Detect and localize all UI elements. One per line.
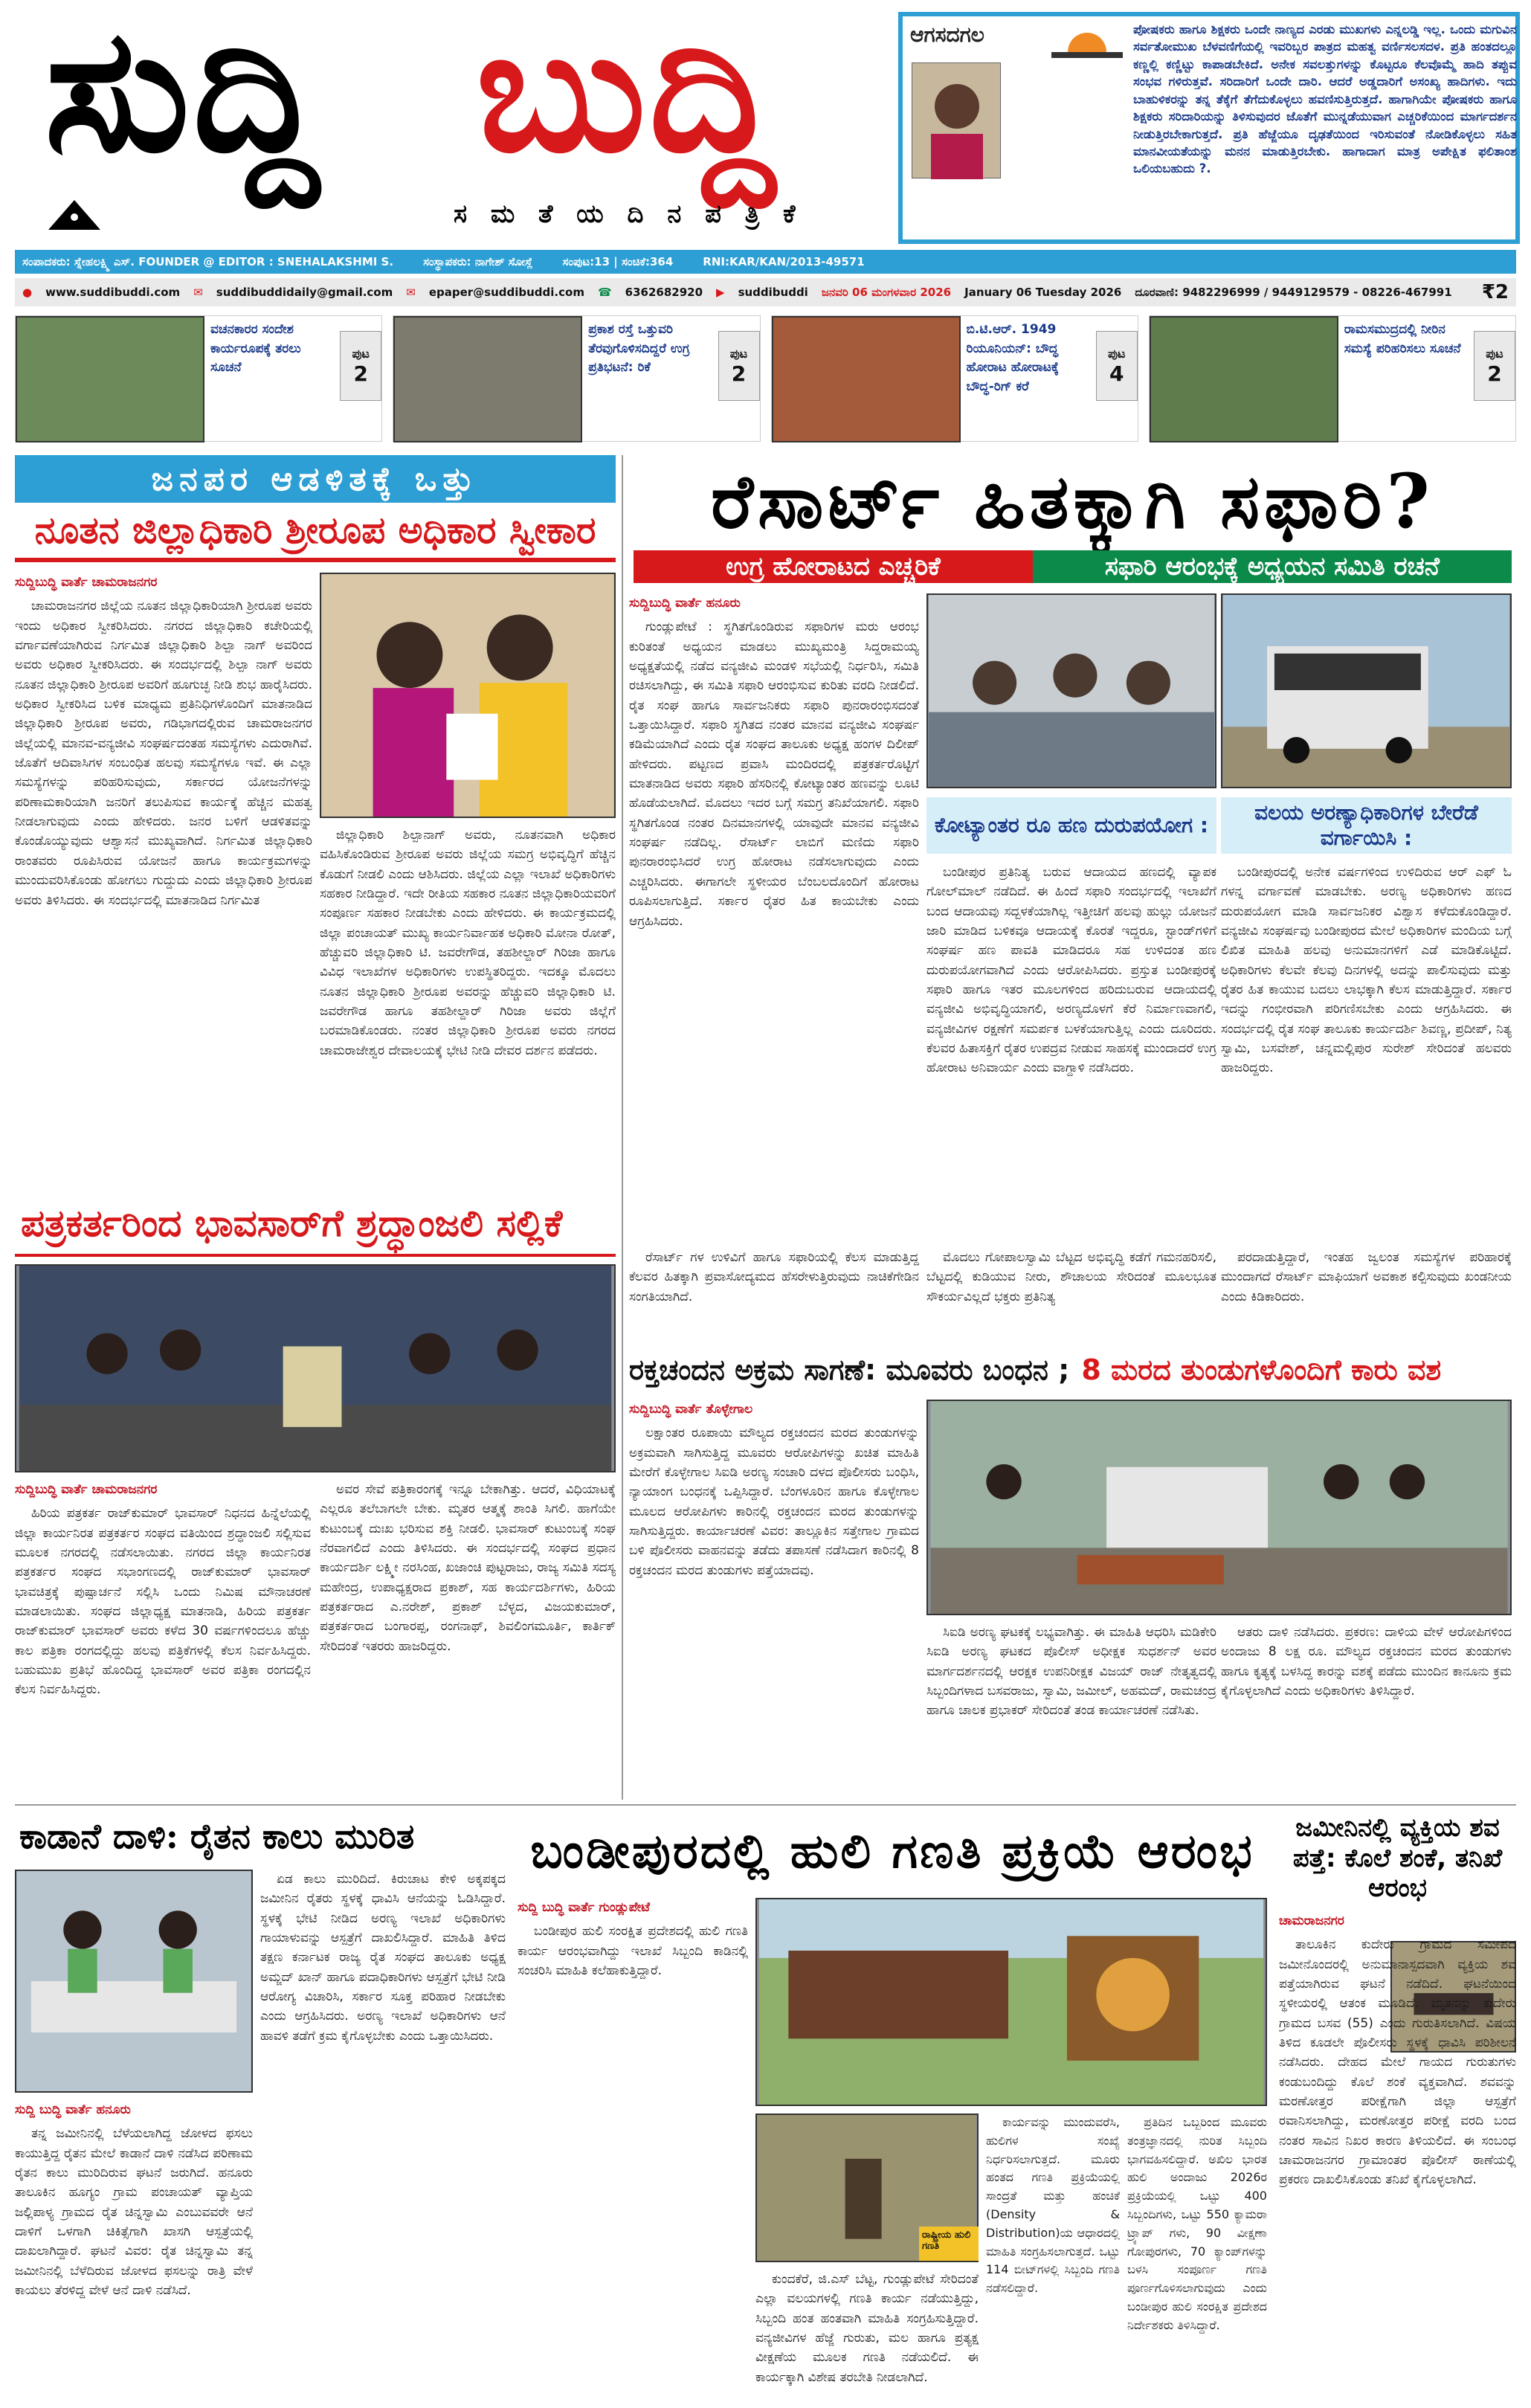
rni-number: RNI:KAR/KAN/2013-49571 xyxy=(703,255,865,268)
story-paragraph: ಕಾರ್ಯವನ್ನು ಮುಂದುವರೆಸಿ, ಹುಲಿಗಳ ಸಂಖ್ಯೆ ನಿರ್ಧರಿಸಲಾಗುತ್ತದೆ. ಮೂರು ಹಂತದ ಗಣತಿ ಪ್ರಕ್ರಿಯೆಯಲ್ಲಿ ಸಾಂದ್ರತೆ ಮತ್ತು ಹಂಚಿಕೆ (Density & Distribution)ಯ ಆಧಾರದಲ್ಲಿ ಮಾಹಿತಿ ಸಂಗ್ರಹಿಸಲಾಗುತ್ತದೆ. ಒಟ್ಟು 114 ಬೀಟ್‌ಗಳಲ್ಲಿ ಸಿಬ್ಬಂದಿ ಗಣತಿ ನಡೆಸಲಿದ್ದಾರೆ. xyxy=(986,2115,1120,2296)
story-column xyxy=(1127,2114,1267,2390)
epaper-link[interactable]: epaper@suddibuddi.com xyxy=(428,286,584,299)
price: ₹2 xyxy=(1481,281,1509,303)
story-column xyxy=(1221,863,1512,1240)
subhead-right: ಸಫಾರಿ ಆರಂಭಕ್ಕೆ ಅಧ್ಯಯನ ಸಮಿತಿ ರಚನೆ xyxy=(1033,550,1512,583)
story-elephant xyxy=(15,1810,506,2390)
story-column xyxy=(986,2114,1120,2390)
story-paragraph: ಆತರು ದಾಳಿ ನಡೆಸಿದರು. ಪ್ರಕರಣ: ದಾಳಿಯ ವೇಳೆ ಆರೋಪಿಗಳಿಂದ ಅಂದಾಜು 8 ಲಕ್ಷ ರೂ. ಮೌಲ್ಯದ ರಕ್ತಚಂದನ ಮರದ ತುಂಡುಗಳು ಹಾಗೂ ಕೃತ್ಯಕ್ಕೆ ಬಳಸಿದ್ದ ಕಾರನ್ನು ವಶಕ್ಕೆ ಪಡೆದು ಮುಂದಿನ ಕಾನೂನು ಕ್ರಮ ಕೈಗೊಳ್ಳಲಾಗಿದೆ ಎಂದು ಅಧಿಕಾರಿಗಳು ತಿಳಿಸಿದ್ದಾರೆ. xyxy=(1221,1625,1512,1699)
story-column xyxy=(1221,1623,1512,1800)
story-column xyxy=(15,1480,311,1800)
story-paragraph: ಪ್ರತಿದಿನ ಒಬ್ಬರಿಂದ ಮೂವರು ತಂತ್ರಜ್ಞಾನದಲ್ಲಿ ನುರಿತ ಸಿಬ್ಬಂದಿ ಭಾಗವಹಿಸಲಿದ್ದಾರೆ. ಅಖಿಲ ಭಾರತ ಹುಲಿ ಅಂದಾಜು 2026ರ ಪ್ರಕ್ರಿಯೆಯಲ್ಲಿ ಒಟ್ಟು 400 ಸಿಬ್ಬಂದಿಗಳು, ಒಟ್ಟು 550 ಕ್ಯಾಮರಾ ಟ್ರ್ಯಾಪ್ ಗಳು, 90 ವೀಕ್ಷಣಾ ಗೋಪುರಗಳು, 70 ಕ್ಯಾಂಪ್‌ಗಳನ್ನು ಬಳಸಿ ಸಂಪೂರ್ಣ ಗಣತಿ ಪೂರ್ಣಗೊಳಿಸಲಾಗುವುದು ಎಂದು ಬಂಡೀಪುರ ಹುಲಿ ಸಂರಕ್ಷಿತ ಪ್ರದೇಶದ ನಿರ್ದೇಶಕರು ತಿಳಿಸಿದ್ದಾರೆ. xyxy=(1127,2115,1267,2332)
story-byline: ಸುದ್ದಿಬುದ್ಧಿ ವಾರ್ತೆ ಚಾಮರಾಜನಗರ xyxy=(15,1482,158,1497)
story-paragraph: ಗುಂಡ್ಲುಪೇಟೆ : ಸ್ಥಗಿತಗೊಂಡಿರುವ ಸಫಾರಿಗಳ ಮರು ಆರಂಭ ಕುರಿತಂತೆ ಅಧ್ಯಯನ ಮಾಡಲು ಮುಖ್ಯಮಂತ್ರಿ ಸಿದ್ದರಾಮಯ್ಯ ಅಧ್ಯಕ್ಷತೆಯಲ್ಲಿ ನಡೆದ ವನ್ಯಜೀವಿ ಮಂಡಳಿ ಸಭೆಯಲ್ಲಿ ನಿರ್ಧರಿಸಿ, ಸಮಿತಿ ರಚಿಸಲಾಗಿದ್ದು, ಈ ಸಮಿತಿ ಸಫಾರಿ ಆರಂಭಿಸುವ ಕುರಿತು ವರದಿ ನೀಡಲಿದೆ. ರೈತ ಸಂಘ ಹಾಗೂ ಸಾರ್ವಜನಿಕರು ಸಫಾರಿ ಪುನರಾರಂಭಿಸದಂತೆ ಒತ್ತಾಯಿಸಿದ್ದಾರೆ. ಸಫಾರಿ ಸ್ಥಗಿತದ ನಂತರ ಮಾನವ ವನ್ಯಜೀವಿ ಸಂಘರ್ಷ ಕಡಿಮೆಯಾಗಿದೆ ಎಂದು ರೈತ ಸಂಘದ ತಾಲೂಕು ಅಧ್ಯಕ್ಷ ಹಂಗಳ ದಿಲೀಪ್ ಹೇಳಿದರು. ಪಟ್ಟಣದ ಪ್ರವಾಸಿ ಮಂದಿರದಲ್ಲಿ ಪತ್ರಕರ್ತರೊಟ್ಟಿಗೆ ಮಾತನಾಡಿದ ಅವರು ಸಫಾರಿ ಹೆಸರಿನಲ್ಲಿ ಕೋಟ್ಯಾಂತರ ಹಣವನ್ನು ಲೂಟಿ ಹೊಡೆಯಲಾಗಿದೆ. ಮೊದಲು ಇದರ ಬಗ್ಗೆ ಸಮಗ್ರ ತನಿಖೆಯಾಗಲಿ. ಸಫಾರಿ ಸ್ಥಗಿತಗೊಂಡ ನಂತರ ದಿನಮಾನಗಳಲ್ಲಿ ಯಾವುದೇ ಮಾನವ ವನ್ಯಜೀವಿ ಸಂಘರ್ಷ ನಡೆದಿಲ್ಲ. ರೆಸಾರ್ಟ್ ಲಾಬಿಗೆ ಮಣಿದು ಸಫಾರಿ ಪುನರಾರಂಭಿಸಿದರೆ ಉಗ್ರ ಹೋರಾಟ ನಡೆಸಲಾಗುವುದು ಎಂದು ಎಚ್ಚರಿಸಿದರು. ಈಗಾಗಲೇ ಸ್ಥಳೀಯರ ಬೆಂಬಲದೊಂದಿಗೆ ಹೋರಾಟ ರೂಪಿಸಲಾಗುತ್ತಿದೆ. ಸರ್ಕಾರ ರೈತರ ಹಿತ ಕಾಯಬೇಕು ಎಂದು ಆಗ್ರಹಿಸಿದರು. xyxy=(629,619,919,929)
teaser-page-box[interactable] xyxy=(340,331,381,401)
story-paragraph: ಮೊದಲು ಗೋಪಾಲಸ್ವಾಮಿ ಬೆಟ್ಟದ ಅಭಿವೃದ್ಧಿ ಕಡೆಗೆ ಗಮನಹರಿಸಲಿ, ಬೆಟ್ಟದಲ್ಲಿ ಕುಡಿಯುವ ನೀರು, ಶೌಚಾಲಯ ಸೇರಿದಂತೆ ಮೂಲಭೂತ ಸೌಕರ್ಯವಿಲ್ಲದೆ ಭಕ್ತರು ಪ್ರತಿನಿತ್ಯ xyxy=(926,1250,1216,1304)
story-byline: ಸುದ್ದಿ ಬುದ್ಧಿ ವಾರ್ತೆ ಗುಂಡ್ಲುಪೇಟೆ xyxy=(518,1900,651,1915)
story-column xyxy=(755,2270,979,2390)
aagasa-text: ಪೋಷಕರು ಹಾಗೂ ಶಿಕ್ಷಕರು ಒಂದೇ ನಾಣ್ಯದ ಎರಡು ಮುಖಗಳು ಎನ್ನಲಡ್ಡಿ ಇಲ್ಲ. ಒಂದು ಮಗುವಿನ ಸರ್ವತೋಮುಖ ಬೆಳವಣಿಗೆಯಲ್ಲಿ ಇವರಿಬ್ಬರ ಪಾತ್ರದ ಮಹತ್ವ ವರ್ಣಿಸಲಸದಳ. ಪ್ರತಿ ಹಂತದಲ್ಲೂ ಕಣ್ಣಲ್ಲಿ ಕಣ್ಣಿಟ್ಟು ಕಾಪಾಡಬೇಕಿದೆ. ಅನೇಕ ಸವಲತ್ತುಗಳನ್ನು ಕೊಟ್ಟರೂ ಕೆಲವೊಮ್ಮೆ ಹಾದಿ ತಪ್ಪುವ ಸಂಭವ ಗಳಿರುತ್ತವೆ. ಸರಿದಾರಿಗೆ ಒಂದೇ ದಾರಿ. ಆದರೆ ಅಡ್ಡದಾರಿಗೆ ಅಸಂಖ್ಯ ಹಾದಿಗಳು. ಇದು ಬಾಹುಳಿಕರನ್ನು ತನ್ನ ತೆಕ್ಕೆಗೆ ತೆಗೆದುಕೊಳ್ಳಲು ಹವಣಿಸುತ್ತಿರುತ್ತದೆ. ಹಾಗಾಗಿಯೇ ಪೋಷಕರು ಹಾಗೂ ಶಿಕ್ಷಕರು ಸರಿದಾರಿಯನ್ನು ತಿಳಿಸುವುದರ ಜೊತೆಗೆ ಮುನ್ನಡೆಯುವಾಗ ಎಚ್ಚರಿಕೆಯಿಂದ ಮಾರ್ಗದರ್ಶನ ನೀಡುತ್ತಿರಬೇಕಾಗುತ್ತದೆ. ಪ್ರತಿ ಹೆಜ್ಜೆಯೂ ದೃಢತೆಯಿಂದ ಇರಿಸುವಂತೆ ನೋಡಿಕೊಳ್ಳಲು ಸಹಿತ ಮಾನವೀಯತೆಯನ್ನು ಮನನ ಮಾಡುತ್ತಿರಬೇಕು. ಹಾಗಾದಾಗ ಮಾತ್ರ ಅಪೇಕ್ಷಿತ ಫಲಿತಾಂಶ ಒಲಿಯಬಹುದು ?. xyxy=(1133,22,1517,176)
story-column xyxy=(15,573,312,1182)
story-headline: ರಕ್ತಚಂದನ ಅಕ್ರಮ ಸಾಗಣೆ: ಮೂವರು ಬಂಧನ ; xyxy=(629,1353,1070,1386)
editor-strip xyxy=(15,250,1516,274)
story-photo xyxy=(926,1400,1512,1615)
teaser-page-box[interactable] xyxy=(718,331,760,401)
story-byline: ಚಾಮರಾಜನಗರ xyxy=(1279,1913,1344,1928)
teaser-page-number: 4 xyxy=(1109,361,1124,386)
story-paragraph: ಚಾಮರಾಜನಗರ ಜಿಲ್ಲೆಯ ನೂತನ ಜಿಲ್ಲಾಧಿಕಾರಿಯಾಗಿ ಶ್ರೀರೂಪ ಅವರು ಇಂದು ಅಧಿಕಾರ ಸ್ವೀಕರಿಸಿದರು. ನಗರದ ಜಿಲ್ಲಾಧಿಕಾರಿ ಕಚೇರಿಯಲ್ಲಿ ವರ್ಗಾವಣೆಯಾಗಿರುವ ನಿರ್ಗಮಿತ ಜಿಲ್ಲಾಧಿಕಾರಿ ಶಿಲ್ಪಾ ನಾಗ್ ಅವರಿಂದ ಅವರು ಅಧಿಕಾರ ಸ್ವೀಕರಿಸಿದರು. ಈ ಸಂದರ್ಭದಲ್ಲಿ ಶಿಲ್ಪಾ ನಾಗ್ ಅವರು ನೂತನ ಜಿಲ್ಲಾಧಿಕಾರಿ ಶ್ರೀರೂಪ ಅವರಿಗೆ ಹೂಗುಚ್ಛ ನೀಡಿ ಶುಭ ಹಾರೈಸಿದರು. ಅಧಿಕಾರ ಸ್ವೀಕರಿಸಿದ ಬಳಿಕ ಮಾಧ್ಯಮ ಪ್ರತಿನಿಧಿಗಳೊಂದಿಗೆ ಮಾತನಾಡಿದ ಜಿಲ್ಲಾಧಿಕಾರಿ ಶ್ರೀರೂಪ ಅವರು, ಗಡಿಭಾಗದಲ್ಲಿರುವ ಚಾಮರಾಜನಗರ ಜಿಲ್ಲೆಯಲ್ಲಿ ಮಾನವ-ವನ್ಯಜೀವಿ ಸಂಘರ್ಷದಂತಹ ಸಮಸ್ಯೆಗಳು ಎದುರಾಗಿವೆ. ಜೊತೆಗೆ ಆದಿವಾಸಿಗಳ ಸಂಬಂಧಿತ ಹಲವು ಸಮಸ್ಯೆಗಳೂ ಇವೆ. ಈ ಎಲ್ಲಾ ಸಮಸ್ಯೆಗಳನ್ನು ಪರಿಹರಿಸುವುದು, ಸರ್ಕಾರದ ಯೋಜನೆಗಳನ್ನು ಪರಿಣಾಮಕಾರಿಯಾಗಿ ಜನರಿಗೆ ತಲುಪಿಸುವ ಕಾರ್ಯಕ್ಕೆ ಹೆಚ್ಚಿನ ಮಹತ್ವ ನೀಡಲಾಗುವುದು ಎಂದು ಹೇಳಿದರು. ಜನರ ಬಳಿಗೆ ಆಡಳಿತವನ್ನು ಕೊಂಡೊಯ್ಯುವುದು ಆಶ್ವಾಸನೆ ಮುಖ್ಯವಾಗಿದೆ. ನಿರ್ಗಮಿತ ಜಿಲ್ಲಾಧಿಕಾರಿ ರಾಂತವರು ರೂಪಿಸಿರುವ ಯೋಜನೆ ಹಾಗೂ ಕಾರ್ಯಕ್ರಮಗಳನ್ನು ಮುಂದುವರಿಸಿಕೊಂಡು ಹೋಗಲು ಗುದ್ದುದು ಎಂದು ಜಿಲ್ಲಾಧಿಕಾರಿ ಶ್ರೀರೂಪ ಅವರು ತಿಳಿಸಿದರು. ಈ ಸಂದರ್ಭದಲ್ಲಿ ಮಾತನಾಡಿದ ನಿರ್ಗಮಿತ xyxy=(15,599,312,908)
phone-number: 6362682920 xyxy=(625,286,703,299)
teaser-page-number: 2 xyxy=(731,361,747,386)
story-headline: ನೂತನ ಜಿಲ್ಲಾಧಿಕಾರಿ ಶ್ರೀರೂಪ ಅಧಿಕಾರ ಸ್ವೀಕಾರ xyxy=(15,503,616,562)
story-paragraph: ತಾಲೂಕಿನ ಕುದೇರು ಗ್ರಾಮದ ಸಮೀಪದ ಜಮೀನೊಂದರಲ್ಲಿ ಅನುಮಾನಾಸ್ಪದವಾಗಿ ವ್ಯಕ್ತಿಯ ಶವ ಪತ್ತೆಯಾಗಿರುವ ಘಟನೆ ನಡೆದಿದೆ. ಘಟನೆಯಿಂದ ಸ್ಥಳೀಯರಲ್ಲಿ ಆತಂಕ ಮೂಡಿದೆ. ಮೃತನನ್ನು ಕುದೇರು ಗ್ರಾಮದ ಬಸವ (55) ಎಂದು ಗುರುತಿಸಲಾಗಿದೆ. ವಿಷಯ ತಿಳಿದ ಕೂಡಲೇ ಪೊಲೀಸರು ಸ್ಥಳಕ್ಕೆ ಧಾವಿಸಿ ಪರಿಶೀಲನೆ ನಡೆಸಿದರು. ದೇಹದ ಮೇಲೆ ಗಾಯದ ಗುರುತುಗಳು ಕಂಡುಬಂದಿದ್ದು ಕೊಲೆ ಶಂಕೆ ವ್ಯಕ್ತವಾಗಿದೆ. ಶವವನ್ನು ಮರಣೋತ್ತರ ಪರೀಕ್ಷೆಗಾಗಿ ಜಿಲ್ಲಾ ಆಸ್ಪತ್ರೆಗೆ ರವಾನಿಸಲಾಗಿದ್ದು, ಮರಣೋತ್ತರ ಪರೀಕ್ಷೆ ವರದಿ ಬಂದ ನಂತರ ಸಾವಿನ ನಿಖರ ಕಾರಣ ತಿಳಿಯಲಿದೆ. ಈ ಸಂಬಂಧ ಚಾಮರಾಜನಗರ ಗ್ರಾಮಾಂತರ ಪೊಲೀಸ್ ಠಾಣೆಯಲ್ಲಿ ಪ್ರಕರಣ ದಾಖಲಿಸಿಕೊಂಡು ತನಿಖೆ ಕೈಗೊಳ್ಳಲಾಗಿದೆ. xyxy=(1279,1937,1516,2188)
epaper-icon: ✉ xyxy=(406,286,416,299)
masthead-title-left: ಸುದ್ದಿ xyxy=(45,0,322,190)
story-tiger xyxy=(518,1810,1267,2390)
teaser-page-label: ಪುಟ xyxy=(1108,346,1126,361)
subhead-bar xyxy=(634,550,1512,583)
masthead-title-right: ಬುದ್ದಿ xyxy=(476,0,779,190)
story-paragraph: ಲಕ್ಷಾಂತರ ರೂಪಾಯಿ ಮೌಲ್ಯದ ರಕ್ತಚಂದನ ಮರದ ತುಂಡುಗಳನ್ನು ಅಕ್ರಮವಾಗಿ ಸಾಗಿಸುತ್ತಿದ್ದ ಮೂವರು ಆರೋಪಿಗಳನ್ನು ಖಚಿತ ಮಾಹಿತಿ ಮೇರೆಗೆ ಕೊಳ್ಳೇಗಾಲ ಸಿಐಡಿ ಅರಣ್ಯ ಸಂಚಾರಿ ದಳದ ಪೊಲೀಸರು ಬಂಧಿಸಿ, ನ್ಯಾಯಾಂಗ ಬಂಧನಕ್ಕೆ ಒಪ್ಪಿಸಿದ್ದಾರೆ. ಬೆಂಗಳೂರಿನ ಹಾಗೂ ಕೊಳ್ಳೇಗಾಲ ಮೂಲದ ಆರೋಪಿಗಳು ಕಾರಿನಲ್ಲಿ ರಕ್ತಚಂದನ ಮರದ ತುಂಡುಗಳನ್ನು ಸಾಗಿಸುತ್ತಿದ್ದರು. ಕಾರ್ಯಾಚರಣೆ ವಿವರ: ತಾಲ್ಲೂಕಿನ ಸತ್ತೇಗಾಲ ಗ್ರಾಮದ ಬಳಿ ಪೊಲೀಸರು ವಾಹನವನ್ನು ತಡೆದು ತಪಾಸಣೆ ನಡೆಸಿದಾಗ ಕಾರಿನಲ್ಲಿ 8 ರಕ್ತಚಂದನ ಮರದ ತುಂಡುಗಳು ಪತ್ತೆಯಾದವು. xyxy=(629,1426,919,1578)
teaser-card[interactable] xyxy=(771,315,1138,442)
story-headline: ಬಂಡೀಪುರದಲ್ಲಿ ಹುಲಿ ಗಣತಿ ಪ್ರಕ್ರಿಯೆ ಆರಂಭ xyxy=(530,1823,1254,1879)
social-icon: ▶ xyxy=(716,286,725,299)
teaser-text: ವಚನಕಾರರ ಸಂದೇಶ ಕಾರ್ಯರೂಪಕ್ಕೆ ತರಲು ಸೂಚನೆ xyxy=(210,322,301,375)
date-kannada: ಜನವರಿ 06 ಮಂಗಳವಾರ 2026 xyxy=(821,286,952,299)
date-english: January 06 Tuesday 2026 xyxy=(964,286,1122,299)
box-heading-left: ಕೋಟ್ಯಾಂತರ ರೂ ಹಣ ದುರುಪಯೋಗ : xyxy=(926,797,1216,854)
teaser-photo xyxy=(393,316,582,442)
story-column xyxy=(926,1623,1216,1800)
story-photo xyxy=(15,1264,616,1472)
teaser-card[interactable] xyxy=(393,315,760,442)
mail-icon: ✉ xyxy=(193,286,203,299)
teaser-text: ಪ್ರಕಾಶ ರಸ್ತೆ ಒತ್ತುವರಿ ತೆರವುಗೊಳಿಸದಿದ್ದರೆ ಉಗ್ರ ಪ್ರತಿಭಟನೆ: ರಿಕೆ xyxy=(588,322,690,375)
story-byline: ಸುದ್ದಿ ಬುದ್ಧಿ ವಾರ್ತೆ ಹನೂರು xyxy=(15,2102,131,2117)
story-photo xyxy=(926,593,1216,788)
story-paragraph: ಜಿಲ್ಲಾಧಿಕಾರಿ ಶಿಲ್ಪಾನಾಗ್ ಅವರು, ನೂತನವಾಗಿ ಅಧಿಕಾರ ವಹಿಸಿಕೊಂಡಿರುವ ಶ್ರೀರೂಪ ಅವರು ಜಿಲ್ಲೆಯ ಸಮಗ್ರ ಅಭಿವೃದ್ಧಿಗೆ ಹೆಚ್ಚಿನ ಕೊಡುಗೆ ನೀಡಲಿ ಎಂದು ಆಶಿಸಿದರು. ಜಿಲ್ಲೆಯ ಎಲ್ಲಾ ಇಲಾಖೆ ಅಧಿಕಾರಿಗಳು ಸಹಕಾರ ನೀಡಿದ್ದಾರೆ. ಇದೇ ರೀತಿಯ ಸಹಕಾರ ನೂತನ ಜಿಲ್ಲಾಧಿಕಾರಿಯವರಿಗೆ ಸಂಪೂರ್ಣ ಸಹಕಾರ ನೀಡಬೇಕು ಎಂದು ಹೇಳಿದರು. ಈ ಕಾರ್ಯಕ್ರಮದಲ್ಲಿ ಜಿಲ್ಲಾ ಪಂಚಾಯತ್ ಮುಖ್ಯ ಕಾರ್ಯನಿರ್ವಾಹಕ ಅಧಿಕಾರಿ ಮೋನಾ ರೋತ್, ಹೆಚ್ಚುವರಿ ಜಿಲ್ಲಾಧಿಕಾರಿ ಟಿ. ಜವರೇಗೌಡ, ತಹಶೀಲ್ದಾರ್ ಗಿರಿಜಾ ಹಾಗೂ ವಿವಿಧ ಇಲಾಖೆಗಳ ಅಧಿಕಾರಿಗಳು ಉಪಸ್ಥಿತರಿದ್ದರು. ಇದಕ್ಕೂ ಮೊದಲು ನೂತನ ಜಿಲ್ಲಾಧಿಕಾರಿ ಶ್ರೀರೂಪ ಅವರನ್ನು ಹೆಚ್ಚುವರಿ ಜಿಲ್ಲಾಧಿಕಾರಿ ಟಿ. ಜವರೇಗೌಡ ಹಾಗೂ ತಹಶೀಲ್ದಾರ್ ಗಿರಿಜಾ ಅವರು ಜಿಲ್ಲೆಗೆ ಬರಮಾಡಿಕೊಂಡರು. ನಂತರ ಜಿಲ್ಲಾಧಿಕಾರಿ ಶ್ರೀರೂಪ ಅವರು ನಗರದ ಚಾಮರಾಜೇಶ್ವರ ದೇವಾಲಯಕ್ಕೆ ಭೇಟಿ ನೀಡಿ ದೇವರ ದರ್ಶನ ಪಡೆದರು. xyxy=(320,828,616,1058)
story-headline-red: 8 ಮರದ ತುಂಡುಗಳೊಂದಿಗೆ ಕಾರು ವಶ xyxy=(1081,1353,1442,1386)
subhead-left: ಉಗ್ರ ಹೋರಾಟದ ಎಚ್ಚರಿಕೆ xyxy=(634,550,1033,583)
story-paragraph: ಸಿಐಡಿ ಅರಣ್ಯ ಘಟಕಕ್ಕೆ ಲಭ್ಯವಾಗಿತ್ತು. ಈ ಮಾಹಿತಿ ಆಧರಿಸಿ ಮಡಿಕೇರಿ ಸಿಐಡಿ ಅರಣ್ಯ ಘಟಕದ ಪೊಲೀಸ್ ಅಧೀಕ್ಷಕ ಸುಧರ್ಶನ್ ಅವರ ಮಾರ್ಗದರ್ಶನದಲ್ಲಿ ಆರಕ್ಷಕ ಉಪನಿರೀಕ್ಷಕ ವಿಜಯ್ ರಾಜ್ ನೇತೃತ್ವದಲ್ಲಿ ಸಿಬ್ಬಂದಿಗಳಾದ ಬಸವರಾಜು, ಸ್ವಾಮಿ, ಜಮೀಲ್, ಅಹಮದ್, ರಾಮಚಂದ್ರ ಹಾಗೂ ಚಾಲಕ ಪ್ರಭಾಕರ್ ಸೇರಿದಂತೆ ತಂಡ ಕಾರ್ಯಾಚರಣೆ ನಡೆಸಿತು. xyxy=(926,1625,1216,1719)
story-paragraph: ಬಂಡೀಪುರದಲ್ಲಿ ಅನೇಕ ವರ್ಷಗಳಿಂದ ಉಳಿದಿರುವ ಆರ್‌ ಎಫ್ ಓ ಗಳನ್ನ ವರ್ಗಾವಣೆ ಮಾಡಬೇಕು. ಅರಣ್ಯ ಅಧಿಕಾರಿಗಳು ಹಣದ ದುರುಪಯೋಗ ಮಾಡಿ ಸಾರ್ವಜನಿಕರ ವಿಶ್ವಾಸ ಕಳೆದುಕೊಂಡಿದ್ದಾರೆ. ವನ್ಯಜೀವಿ ಸಂಘರ್ಷವು ಬಂಡೀಪುರದ ಮೇಲೆ ಅಧಿಕಾರಿಗಳ ಮಂದಿಯ ಬಗ್ಗೆ ಲಿಖಿತ ಮಾಹಿತಿ ಹಲವು ಅನುಮಾನಗಳಿಗೆ ಎಡೆ ಮಾಡಿಕೊಟ್ಟಿದೆ. ಅಧಿಕಾರಿಗಳು ಕೆಲವೇ ಕೆಲವು ದಿನಗಳಲ್ಲಿ ಅದನ್ನು ಪಾಲಿಸುವುದು ಮತ್ತು ರೈತರ ಹಿತ ಕಾಯುವ ಬದಲು ಲಾಭಕ್ಕಾಗಿ ಕೆಲಸ ಮಾಡುತ್ತಿದ್ದಾರೆ. ಸರ್ಕಾರ ಇದನ್ನು ಗಂಭೀರವಾಗಿ ಪರಿಗಣಿಸಬೇಕು ಎಂದು ಆಗ್ರಹಿಸಿದರು. ಈ ಸಂದರ್ಭದಲ್ಲಿ ರೈತ ಸಂಘ ತಾಲೂಕು ಕಾರ್ಯದರ್ಶಿ ಶಿವಣ್ಣ, ಪ್ರದೀಪ್, ನಿತ್ಯ ಸ್ವಾಮಿ, ಬಸವೇಶ್, ಚನ್ನಮಲ್ಲಿಪುರ ಸುರೇಶ್ ಸೇರಿದಂತೆ ಹಲವರು ಹಾಜರಿದ್ದರು. xyxy=(1221,865,1512,1076)
story-column xyxy=(260,1870,506,2390)
email-link[interactable]: suddibuddidaily@gmail.com xyxy=(216,286,393,299)
story-paragraph: ಕುಂದಕೆರೆ, ಜಿ.ಎಸ್ ಬೆಟ್ಟ, ಗುಂಡ್ಲುಪೇಟೆ ಸೇರಿದಂತೆ ಎಲ್ಲಾ ವಲಯಗಳಲ್ಲಿ ಗಣತಿ ಕಾರ್ಯ ನಡೆಯುತ್ತಿದ್ದು, ಸಿಬ್ಬಂದಿ ಹಂತ ಹಂತವಾಗಿ ಮಾಹಿತಿ ಸಂಗ್ರಹಿಸುತ್ತಿದ್ದಾರೆ. ವನ್ಯಜೀವಿಗಳ ಹೆಜ್ಜೆ ಗುರುತು, ಮಲ ಹಾಗೂ ಪ್ರತ್ಯಕ್ಷ ವೀಕ್ಷಣೆಯ ಮೂಲಕ ಗಣತಿ ನಡೆಯಲಿದೆ. ಈ ಕಾರ್ಯಕ್ಕಾಗಿ ವಿಶೇಷ ತರಬೇತಿ ನೀಡಲಾಗಿದೆ. xyxy=(755,2272,979,2385)
contact-strip xyxy=(15,278,1516,306)
teaser-page-box[interactable] xyxy=(1474,331,1515,401)
teaser-page-number: 2 xyxy=(353,361,368,386)
story-collector xyxy=(15,455,616,1187)
story-photo xyxy=(1221,593,1512,788)
story-paragraph: ತನ್ನ ಜಮೀನಿನಲ್ಲಿ ಬೆಳೆಯಲಾಗಿದ್ದ ಜೋಳದ ಫಸಲು ಕಾಯುತ್ತಿದ್ದ ರೈತನ ಮೇಲೆ ಕಾಡಾನೆ ದಾಳಿ ನಡೆಸಿದ ಪರಿಣಾಮ ರೈತನ ಕಾಲು ಮುರಿದಿರುವ ಘಟನೆ ಜರುಗಿದೆ. ಹನೂರು ತಾಲೂಕಿನ ಹೂಗ್ಯಂ ಗ್ರಾಮ ಪಂಚಾಯತ್ ವ್ಯಾಪ್ತಿಯ ಜಲ್ಲಿಪಾಳ್ಯ ಗ್ರಾಮದ ರೈತ ಚಿನ್ನಸ್ವಾಮಿ ಎಂಬುವವರೇ ಆನೆ ದಾಳಿಗೆ ಒಳಗಾಗಿ ಚಿಕಿತ್ಸೆಗಾಗಿ ಖಾಸಗಿ ಆಸ್ಪತ್ರೆಯಲ್ಲಿ ದಾಖಲಾಗಿದ್ದಾರೆ. ಘಟನೆ ವಿವರ: ರೈತ ಚಿನ್ನಸ್ವಾಮಿ ತನ್ನ ಜಮೀನಿನಲ್ಲಿ ಬೆಳೆದಿರುವ ಜೋಳದ ಫಸಲನ್ನು ರಾತ್ರಿ ವೇಳೆ ಕಾಯಲು ತೆರಳಿದ್ದ ವೇಳೆ ಆನೆ ದಾಳಿ ನಡೆಸಿದೆ. xyxy=(15,2126,253,2299)
editor-name: ಸಂಪಾದಕರು: ಸ್ನೇಹಲಕ್ಷ್ಮಿ ಎಸ್. FOUNDER @ EDITOR : SNEHALAKSHMI S. xyxy=(22,255,394,268)
author-photo xyxy=(912,62,1001,178)
teaser-row xyxy=(15,315,1516,442)
story-headline: ಪತ್ರಕರ್ತರಿಂದ ಭಾವಸಾರ್‌ಗೆ ಶ್ರದ್ಧಾಂಜಲಿ ಸಲ್ಲಿಕೆ xyxy=(15,1193,616,1257)
story-photo xyxy=(15,1870,253,2093)
teaser-photo xyxy=(772,316,961,442)
story-headline: ರೆಸಾರ್ಟ್ ಹಿತಕ್ಕಾಗಿ ಸಫಾರಿ? xyxy=(711,457,1434,545)
story-photo xyxy=(320,573,616,818)
teaser-page-label: ಪುಟ xyxy=(352,346,370,361)
social-handle: suddibuddi xyxy=(738,286,808,299)
story-column xyxy=(926,1248,1216,1337)
section-rule xyxy=(15,1804,1516,1806)
story-paragraph: ಪರದಾಡುತ್ತಿದ್ದಾರೆ, ಇಂತಹ ಜ್ವಲಂತ ಸಮಸ್ಯೆಗಳ ಪರಿಹಾರಕ್ಕೆ ಮುಂದಾಗದೆ ರೆಸಾರ್ಟ್ ಮಾಫಿಯಾಗೆ ಅವಕಾಶ ಕಲ್ಪಿಸುವುದು ಖಂಡನೀಯ ಎಂದು ಕಿಡಿಕಾರಿದರು. xyxy=(1221,1250,1512,1304)
co-editor-name: ಸಂಸ್ಥಾಪಕರು: ನಾಗೇಶ್ ಸೋಸ್ಲೆ xyxy=(423,255,533,268)
story-column xyxy=(926,863,1216,1240)
story-paragraph: ಏಡ ಕಾಲು ಮುರಿದಿದೆ. ಕಿರುಚಾಟ ಕೇಳಿ ಅಕ್ಕಪಕ್ಕದ ಜಮೀನಿನ ರೈತರು ಸ್ಥಳಕ್ಕೆ ಧಾವಿಸಿ ಆನೆಯನ್ನು ಓಡಿಸಿದ್ದಾರೆ. ಸ್ಥಳಕ್ಕೆ ಭೇಟಿ ನೀಡಿದ ಅರಣ್ಯ ಇಲಾಖೆ ಅಧಿಕಾರಿಗಳು ಗಾಯಾಳುವನ್ನು ಆಸ್ಪತ್ರೆಗೆ ದಾಖಲಿಸಿದ್ದಾರೆ. ಮಾಹಿತಿ ತಿಳಿದ ತಕ್ಷಣ ಕರ್ನಾಟಕ ರಾಜ್ಯ ರೈತ ಸಂಘದ ತಾಲೂಕು ಅಧ್ಯಕ್ಷ ಅಮ್ಜದ್ ಖಾನ್ ಹಾಗೂ ಪದಾಧಿಕಾರಿಗಳು ಆಸ್ಪತ್ರೆಗೆ ಭೇಟಿ ನೀಡಿ ಆರೋಗ್ಯ ವಿಚಾರಿಸಿ, ಸರ್ಕಾರ ಸೂಕ್ತ ಪರಿಹಾರ ನೀಡಬೇಕು ಎಂದು ಆಗ್ರಹಿಸಿದರು. ಅರಣ್ಯ ಇಲಾಖೆ ಅಧಿಕಾರಿಗಳು ಆನೆ ಹಾವಳಿ ತಡೆಗೆ ಕ್ರಮ ಕೈಗೊಳ್ಳಬೇಕು ಎಂದು ಒತ್ತಾಯಿಸಿದರು. xyxy=(260,1872,506,2044)
story-byline: ಸುದ್ದಿಬುದ್ಧಿ ವಾರ್ತೆ ಚಾಮರಾಜನಗರ xyxy=(15,575,158,590)
teaser-card[interactable] xyxy=(15,315,382,442)
teaser-page-number: 2 xyxy=(1487,361,1502,386)
teaser-text: ರಾಮಸಮುದ್ರದಲ್ಲಿ ನೀರಿನ ಸಮಸ್ಯೆ ಪರಿಹರಿಸಲು ಸೂಚನೆ xyxy=(1344,322,1461,356)
story-photo xyxy=(755,1898,1267,2106)
story-column xyxy=(320,825,616,1182)
story-column xyxy=(320,1480,616,1800)
story-sandalwood xyxy=(629,1348,1516,1800)
column-rule xyxy=(622,455,623,1800)
sunrise-icon xyxy=(1051,22,1123,58)
teaser-photo xyxy=(16,316,204,442)
story-column xyxy=(1221,1248,1512,1337)
story-headline-row xyxy=(629,1348,1516,1392)
story-headline: ಜಮೀನಿನಲ್ಲಿ ವ್ಯಕ್ತಿಯ ಶವ ಪತ್ತೆ: ಕೊಲೆ ಶಂಕೆ, ತನಿಖೆ ಆರಂಭ xyxy=(1292,1812,1503,1904)
story-headline: ಕಾಡಾನೆ ದಾಳಿ: ರೈತನ ಕಾಲು ಮುರಿತ xyxy=(19,1816,415,1856)
story-kicker: ಜನಪರ ಆಡಳಿತಕ್ಕೆ ಒತ್ತು xyxy=(15,455,616,503)
contact-phones: ದೂರವಾಣಿ: 9482296999 / 9449129579 - 08226-467991 xyxy=(1135,286,1452,299)
volume-info: ಸಂಪುಟ:13 | ಸಂಚಿಕೆ:364 xyxy=(562,255,674,268)
teaser-text: ಬಿ.ಟಿ.ಆರ್. 1949 ರಿಯೂನಿಯನ್: ಬೌದ್ಧ ಹೋರಾಟ ಹೋರಾಟಕ್ಕೆ ಬೌದ್ಧ-ರಿಗ್ ಕರೆ xyxy=(966,322,1059,394)
story-column xyxy=(1279,1911,1516,2390)
teaser-card[interactable] xyxy=(1149,315,1516,442)
story-paragraph: ಹಿರಿಯ ಪತ್ರಕರ್ತ ರಾಜ್‌ಕುಮಾರ್ ಭಾವಸಾರ್ ನಿಧನದ ಹಿನ್ನೆಲೆಯಲ್ಲಿ ಜಿಲ್ಲಾ ಕಾರ್ಯನಿರತ ಪತ್ರಕರ್ತರ ಸಂಘದ ವತಿಯಿಂದ ಶ್ರದ್ಧಾಂಜಲಿ ಸಲ್ಲಿಸುವ ಮೂಲಕ ನಗರದಲ್ಲಿ ನಡೆಸಲಾಯಿತು. ನಗರದ ಜಿಲ್ಲಾ ಕಾರ್ಯನಿರತ ಪತ್ರಕರ್ತರ ಸಂಘದ ಸಭಾಂಗಣದಲ್ಲಿ ರಾಜ್‌ಕುಮಾರ್ ಭಾವಸಾರ್ ಭಾವಚಿತ್ರಕ್ಕೆ ಪುಷ್ಪಾರ್ಚನೆ ಸಲ್ಲಿಸಿ ಒಂದು ನಿಮಿಷ ಮೌನಾಚರಣೆ ಮಾಡಲಾಯಿತು. ಸಂಘದ ಜಿಲ್ಲಾಧ್ಯಕ್ಷ ಮಾತನಾಡಿ, ಹಿರಿಯ ಪತ್ರಕರ್ತ ರಾಜ್‌ಕುಮಾರ್ ಭಾವಸಾರ್ ಅವರು ಕಳೆದ 30 ವರ್ಷಗಳಿಂದಲೂ ಹೆಚ್ಚು ಕಾಲ ಪತ್ರಿಕಾ ರಂಗದಲ್ಲಿದ್ದು ಹಲವು ಪತ್ರಿಕೆಗಳಲ್ಲಿ ಕೆಲಸ ನಿರ್ವಹಿಸಿದ್ದರು. ಬಹುಮುಖ ಪ್ರತಿಭೆ ಹೊಂದಿದ್ದ ಭಾವಸಾರ್ ಅವರ ಪತ್ರಿಕಾ ರಂಗದಲ್ಲಿನ ಕೆಲಸ ನಿರ್ವಹಿಸಿದ್ದರು. xyxy=(15,1506,311,1698)
story-column xyxy=(518,1898,748,2390)
story-paragraph: ಬಂಡೀಪುರ ಹುಲಿ ಸಂರಕ್ಷಿತ ಪ್ರದೇಶದಲ್ಲಿ ಹುಲಿ ಗಣತಿ ಕಾರ್ಯ ಆರಂಭವಾಗಿದ್ದು ಇಲಾಖೆ ಸಿಬ್ಬಂದಿ ಕಾಡಿನಲ್ಲಿ ಸಂಚರಿಸಿ ಮಾಹಿತಿ ಕಲೆಹಾಕುತ್ತಿದ್ದಾರೆ. xyxy=(518,1924,748,1979)
story-body-found xyxy=(1279,1810,1516,2390)
story-byline: ಸುದ್ದಿಬುದ್ಧಿ ವಾರ್ತೆ ಹನೂರು xyxy=(629,596,741,611)
story-column xyxy=(15,2100,253,2390)
teaser-page-label: ಪುಟ xyxy=(1486,346,1503,361)
masthead xyxy=(30,0,885,242)
story-column xyxy=(629,1248,919,1337)
story-safari xyxy=(629,455,1516,1340)
website-link[interactable]: www.suddibuddi.com xyxy=(45,286,181,299)
phone-icon: ☎ xyxy=(597,286,612,299)
photo-caption: ರಾಷ್ಟ್ರೀಯ ಹುಲಿ ಗಣತಿ xyxy=(919,2227,979,2261)
teaser-photo xyxy=(1150,316,1338,442)
aagasa-label: ಆಗಸದಗಲ xyxy=(910,22,984,47)
story-paragraph: ಬಂಡೀಪುರ ಪ್ರತಿನಿತ್ಯ ಬರುವ ಆದಾಯದ ಹಣದಲ್ಲಿ ವ್ಯಾಪಕ ಗೋಲ್‌ಮಾಲ್ ನಡೆದಿದೆ. ಈ ಹಿಂದೆ ಸಫಾರಿ ಸಂದರ್ಭದಲ್ಲಿ ಇಲಾಖೆಗೆ ಬಂದ ಆದಾಯವು ಸದ್ಬಳಕೆಯಾಗಿಲ್ಲ ಇತ್ತೀಚಿಗೆ ಹಲವು ಹುಲ್ಲು ಯೋಜನೆ ಜಾರಿ ಮಾಡಿದ ಬಳಿಕವೂ ಆದಾಯಕ್ಕೆ ಕೊರತೆ ಇದ್ದರೂ, ಸ್ಟಾಂಡ್‌ಗಳಿಗೆ ಸಂಘರ್ಷ ಹಣ ಪಾವತಿ ಮಾಡಿದರೂ ಸಹ ಉಳಿದಂತ ಹಣ ದುರುಪಯೋಗವಾಗಿದೆ ಎಂದು ಆರೋಪಿಸಿದರು. ಪ್ರಸ್ತುತ ಬಂಡೀಪುರಕ್ಕೆ ಸಫಾರಿ ಹಾಗೂ ಇತರ ಮೂಲಗಳಿಂದ ಹರಿದುಬರುವ ಆದಾಯದಲ್ಲಿ ವನ್ಯಜೀವಿ ಅಭಿವೃದ್ಧಿಯಾಗಲಿ, ಅರಣ್ಯದೊಳಗೆ ಕೆರೆ ನಿರ್ಮಾಣವಾಗಲಿ, ವನ್ಯಜೀವಿಗಳ ರಕ್ಷಣೆಗೆ ಸಮರ್ಪಕ ಬಳಕೆಯಾಗುತ್ತಿಲ್ಲ ಎಂದು ದೂರಿದರು. ಕೆಲವರ ಹಿತಾಸಕ್ತಿಗೆ ರೈತರ ಉಪದ್ರವ ನೀಡುವ ಸಾಹಸಕ್ಕೆ ಮುಂದಾದರೆ ಉಗ್ರ ಹೋರಾಟ ಅನಿವಾರ್ಯ ಎಂದು ವಾಗ್ದಾಳಿ ನಡೆಸಿದರು. xyxy=(926,865,1216,1076)
globe-icon: ● xyxy=(22,286,33,299)
story-column xyxy=(629,593,919,1240)
story-column xyxy=(629,1400,919,1800)
teaser-page-label: ಪುಟ xyxy=(729,346,748,361)
story-tribute xyxy=(15,1193,616,1800)
box-heading-right: ವಲಯ ಅರಣ್ಯಾಧಿಕಾರಿಗಳ ಬೇರೆಡೆ ವರ್ಗಾಯಿಸಿ : xyxy=(1221,797,1512,854)
story-byline: ಸುದ್ದಿಬುದ್ಧಿ ವಾರ್ತೆ ತೊಳ್ಳೇಗಾಲ xyxy=(629,1402,753,1417)
masthead-tagline: ಸ ಮ ತೆ ಯ ದಿ ನ ಪ ತ್ರಿ ಕೆ xyxy=(454,199,803,229)
story-paragraph: ಅವರ ಸೇವೆ ಪತ್ರಿಕಾರಂಗಕ್ಕೆ ಇನ್ನೂ ಬೇಕಾಗಿತ್ತು. ಆದರೆ, ವಿಧಿಯಾಟಕ್ಕೆ ಎಲ್ಲರೂ ತಲೆಬಾಗಲೇ ಬೇಕು. ಮೃತರ ಆತ್ಮಕ್ಕೆ ಶಾಂತಿ ಸಿಗಲಿ. ಹಾಗೆಯೇ ಕುಟುಂಬಕ್ಕೆ ದುಃಖ ಭರಿಸುವ ಶಕ್ತಿ ನೀಡಲಿ. ಭಾವಸಾರ್ ಕುಟುಂಬಕ್ಕೆ ಸಂಘ ನೆರವಾಗಲಿದೆ ಎಂದು ತಿಳಿಸಿದರು. ಈ ಸಂದರ್ಭದಲ್ಲಿ ಸಂಘದ ಪ್ರಧಾನ ಕಾರ್ಯದರ್ಶಿ ಲಕ್ಷ್ಮೀ ನರಸಿಂಹ, ಖಜಾಂಚಿ ಪುಟ್ಟರಾಜು, ರಾಜ್ಯ ಸಮಿತಿ ಸದಸ್ಯ ಮಹೇಂದ್ರ, ಉಪಾಧ್ಯಕ್ಷರಾದ ಪ್ರಕಾಶ್, ಸಹ ಕಾರ್ಯದರ್ಶಿಗಳು, ಹಿರಿಯ ಪತ್ರಕರ್ತರಾದ ಎ.ನರೇಶ್, ಪ್ರಕಾಶ್ ಬೆಳ್ಳದ, ವಿಜಯಕುಮಾರ್, ಪತ್ರಕರ್ತರಾದ ಬಂಗಾರಪ್ಪ, ರಂಗನಾಥ್, ಶಿವಲಿಂಗಮೂರ್ತಿ, ಕಾರ್ತಿಕ್ ಸೇರಿದಂತೆ ಇತರರು ಹಾಜರಿದ್ದರು. xyxy=(320,1482,616,1654)
aagasa-box xyxy=(898,12,1520,244)
teaser-page-box[interactable] xyxy=(1096,331,1138,401)
pen-nib-icon xyxy=(45,196,104,234)
story-paragraph: ರೆಸಾರ್ಟ್ ಗಳ ಉಳಿವಿಗೆ ಹಾಗೂ ಸಫಾರಿಯಲ್ಲಿ ಕೆಲಸ ಮಾಡುತ್ತಿದ್ದ ಕೆಲವರ ಹಿತಕ್ಕಾಗಿ ಪ್ರವಾಸೋದ್ಯಮದ ಹೆಸರೇಳುತ್ತಿರುವುದು ನಾಚಿಕೆಗೇಡಿನ ಸಂಗತಿಯಾಗಿದೆ. xyxy=(629,1250,919,1304)
